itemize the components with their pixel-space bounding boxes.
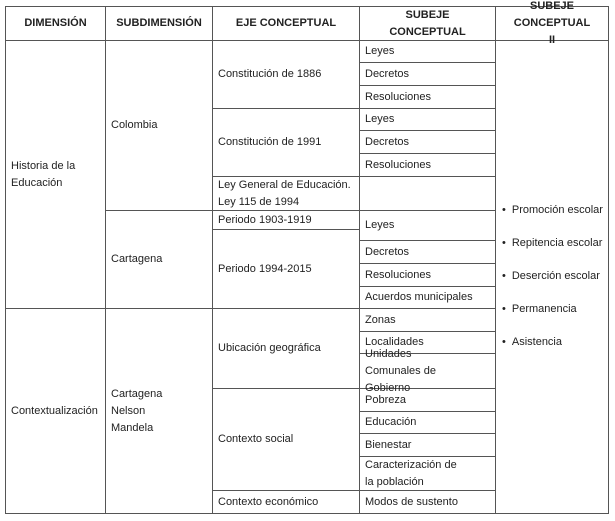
header-dimension: DIMENSIÓN	[6, 7, 106, 41]
subdimension-cell: Cartagena	[106, 211, 213, 309]
eje-cell: Constitución de 1991	[213, 109, 360, 177]
subdimension-cell: Colombia	[106, 41, 213, 211]
subeje-cell: Bienestar	[360, 434, 496, 457]
subeje-cell: Educación	[360, 412, 496, 434]
subeje-cell: Resoluciones	[360, 154, 496, 177]
header-eje: EJE CONCEPTUAL	[213, 7, 360, 41]
dimension-cell: Contextualización	[6, 309, 106, 514]
subeje-cell: Modos de sustento	[360, 491, 496, 514]
subeje-cell: Leyes	[360, 41, 496, 63]
subeje-cell: Localidades	[360, 332, 496, 354]
subdimension-cell: Cartagena Nelson Mandela	[106, 309, 213, 514]
dimension-cell: Historia de la Educación	[6, 41, 106, 309]
concept-table	[5, 0, 609, 514]
bullet-item: • Repitencia escolar	[502, 237, 602, 249]
header-subdimension: SUBDIMENSIÓN	[106, 7, 213, 41]
header-subeje-ii: SUBEJE CONCEPTUAL II	[496, 7, 609, 41]
subeje-cell: Decretos	[360, 241, 496, 264]
subeje-cell: Leyes	[360, 211, 496, 241]
eje-cell: Contexto económico	[213, 491, 360, 514]
bullet-item: • Permanencia	[502, 303, 577, 315]
subeje-cell: Resoluciones	[360, 264, 496, 287]
eje-cell: Ubicación geográfica	[213, 309, 360, 389]
subeje-cell: Acuerdos municipales	[360, 287, 496, 309]
subeje-cell: Leyes	[360, 109, 496, 131]
subeje-cell: Zonas	[360, 309, 496, 332]
eje-cell: Periodo 1903-1919	[213, 211, 360, 230]
bullet-item: • Promoción escolar	[502, 204, 603, 216]
subeje-cell-empty	[360, 177, 496, 211]
subeje-cell: Decretos	[360, 131, 496, 154]
header-subeje: SUBEJE CONCEPTUAL	[360, 7, 496, 41]
eje-cell: Ley General de Educación. Ley 115 de 1994	[213, 177, 360, 211]
subeje-cell: Resoluciones	[360, 86, 496, 109]
bullet-item: • Deserción escolar	[502, 270, 600, 282]
eje-cell: Constitución de 1886	[213, 41, 360, 109]
subeje-cell: Pobreza	[360, 389, 496, 412]
subeje-cell: Caracterización de la población	[360, 457, 496, 491]
subeje-cell: Decretos	[360, 63, 496, 86]
subeje-cell: Unidades Comunales de Gobierno	[360, 354, 496, 389]
eje-cell: Periodo 1994-2015	[213, 230, 360, 309]
eje-cell: Contexto social	[213, 389, 360, 491]
bullet-item: • Asistencia	[502, 336, 562, 348]
